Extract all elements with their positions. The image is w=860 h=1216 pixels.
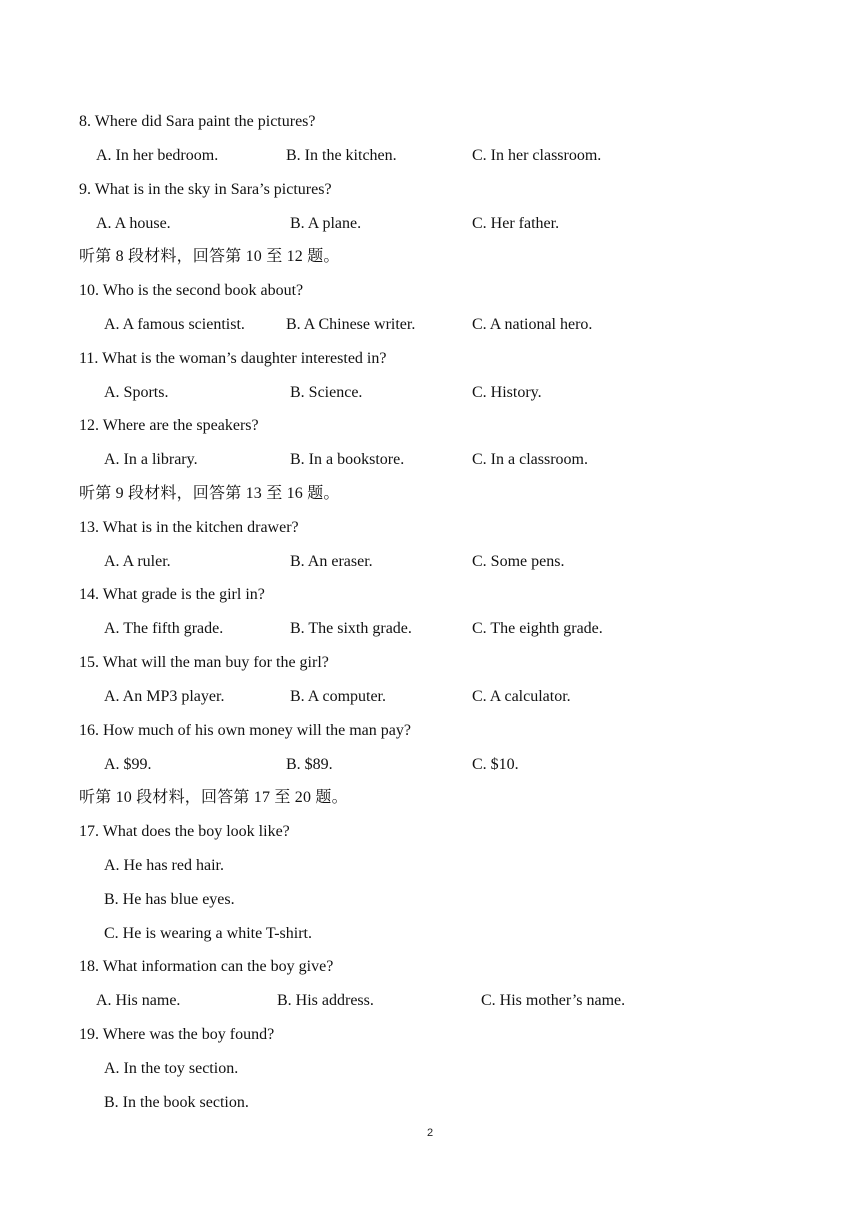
option-19b: B. In the book section. xyxy=(104,1094,249,1111)
option-13b: B. An eraser. xyxy=(290,553,373,570)
option-12b: B. In a bookstore. xyxy=(290,451,405,468)
option-15b: B. A computer. xyxy=(290,688,386,705)
option-8b-start: B. In the xyxy=(286,147,346,164)
option-16a: A. $99. xyxy=(104,756,152,773)
question-11: 11. What is the woman’s daughter interested in? xyxy=(79,350,387,367)
section-10-heading: 听第 10 段材料，回答第 17 至 20 题。 xyxy=(79,789,348,806)
option-16c: C. $10. xyxy=(472,756,519,773)
option-11c: C. History. xyxy=(472,384,542,401)
option-17b: B. He has blue eyes. xyxy=(104,891,235,908)
question-8: 8. Where did Sara paint the pictures? xyxy=(79,113,316,130)
option-17a: A. He has red hair. xyxy=(104,857,224,874)
question-19: 19. Where was the boy found? xyxy=(79,1026,275,1043)
option-18b: B. His address. xyxy=(277,992,374,1009)
option-15c: C. A calculator. xyxy=(472,688,571,705)
option-18a: A. His name. xyxy=(96,992,181,1009)
question-14: 14. What grade is the girl in? xyxy=(79,586,265,603)
option-14a: A. The fifth grade. xyxy=(104,620,224,637)
option-8b xyxy=(286,146,397,166)
option-11a: A. Sports. xyxy=(104,384,169,401)
option-16b: B. $89. xyxy=(286,756,333,773)
option-14c: C. The eighth grade. xyxy=(472,620,603,637)
question-16: 16. How much of his own money will the man pay? xyxy=(79,722,411,739)
option-13c: C. Some pens. xyxy=(472,553,565,570)
option-14b: B. The sixth grade. xyxy=(290,620,412,637)
option-15a: A. An MP3 player. xyxy=(104,688,225,705)
option-12a: A. In a library. xyxy=(104,451,198,468)
option-13a: A. A ruler. xyxy=(104,553,171,570)
question-9: 9. What is in the sky in Sara’s pictures? xyxy=(79,181,332,198)
option-8b-end: kitchen. xyxy=(345,147,397,164)
option-10c: C. A national hero. xyxy=(472,316,593,333)
option-10a: A. A famous scientist. xyxy=(104,316,245,333)
option-8c: C. In her classroom. xyxy=(472,147,602,164)
option-19a: A. In the toy section. xyxy=(104,1060,239,1077)
question-12: 12. Where are the speakers? xyxy=(79,417,259,434)
question-15: 15. What will the man buy for the girl? xyxy=(79,654,329,671)
section-8-heading: 听第 8 段材料，回答第 10 至 12 题。 xyxy=(79,248,340,265)
question-17: 17. What does the boy look like? xyxy=(79,823,290,840)
question-18: 18. What information can the boy give? xyxy=(79,958,334,975)
option-10b: B. A Chinese writer. xyxy=(286,316,416,333)
option-9c: C. Her father. xyxy=(472,215,560,232)
option-8a: A. In her bedroom. xyxy=(96,147,219,164)
option-17c: C. He is wearing a white T-shirt. xyxy=(104,925,312,942)
option-12c: C. In a classroom. xyxy=(472,451,588,468)
option-18c: C. His mother’s name. xyxy=(481,992,626,1009)
option-9b: B. A plane. xyxy=(290,215,362,232)
page-number: 2 xyxy=(426,1127,434,1139)
question-13: 13. What is in the kitchen drawer? xyxy=(79,519,299,536)
option-9a: A. A house. xyxy=(96,215,171,232)
option-11b: B. Science. xyxy=(290,384,363,401)
question-10: 10. Who is the second book about? xyxy=(79,282,304,299)
section-9-heading: 听第 9 段材料，回答第 13 至 16 题。 xyxy=(79,485,340,502)
